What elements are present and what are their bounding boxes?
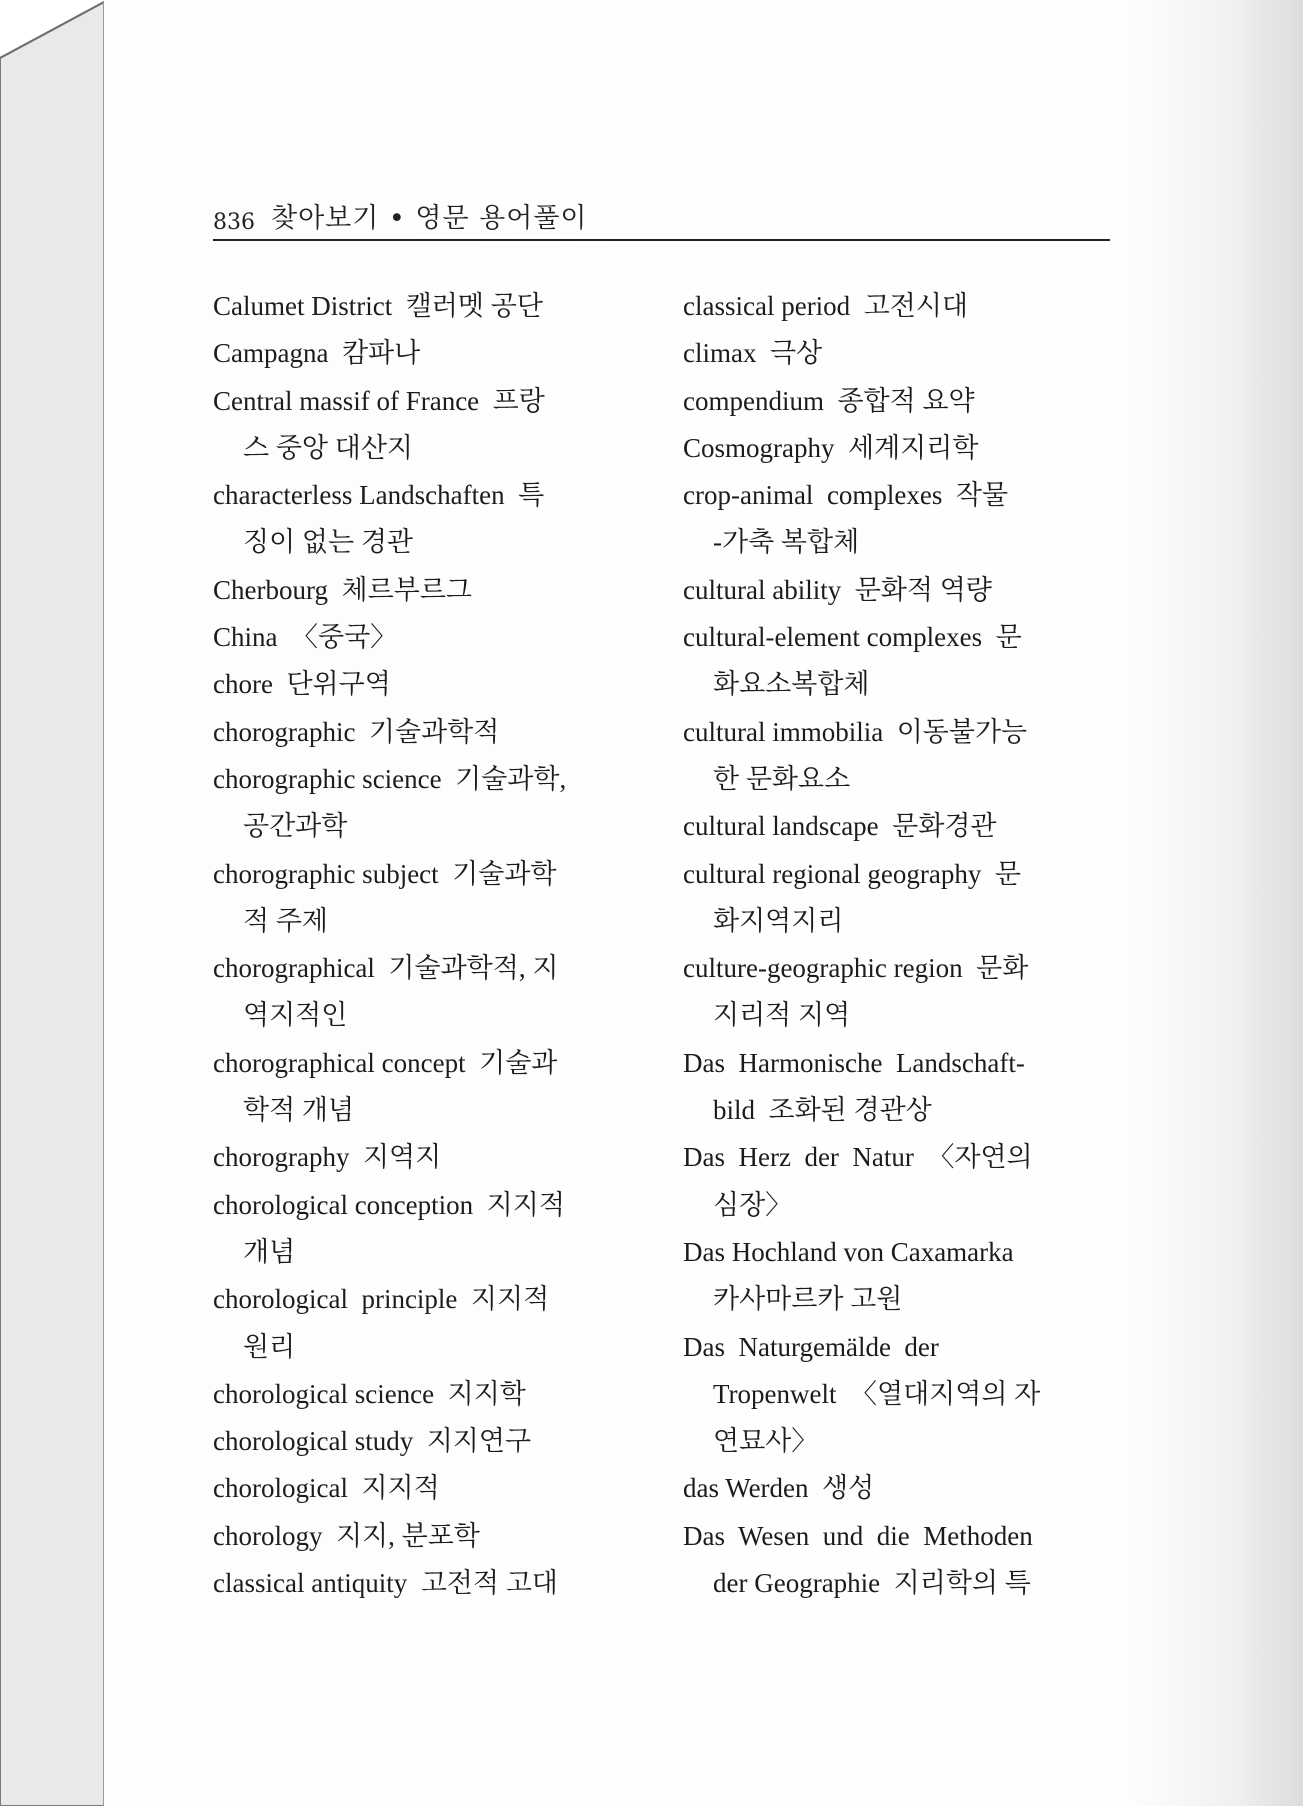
- glossary-entry: [213, 709, 633, 756]
- entry-continuation-line: 스 중앙 대산지: [243, 432, 413, 463]
- glossary-entry: [213, 1560, 633, 1607]
- glossary-entry: [683, 851, 1111, 946]
- entry-line: cultural regional geography 문: [683, 858, 1021, 889]
- glossary-entry: [213, 1134, 633, 1181]
- page-number: 836: [213, 210, 255, 235]
- glossary-entry: [683, 803, 1111, 850]
- glossary-entry: [213, 472, 633, 567]
- glossary-entry: [213, 1465, 633, 1512]
- entry-line: Central massif of France 프랑: [213, 385, 545, 416]
- entry-line: compendium 종합적 요약: [683, 385, 975, 416]
- entry-line: chorographical concept 기술과: [213, 1047, 558, 1078]
- glossary-entry: [213, 567, 633, 614]
- glossary-entry: [213, 1276, 633, 1371]
- glossary-entry: [213, 851, 633, 946]
- glossary-entry: [213, 283, 633, 330]
- entry-line: Das Hochland von Caxamarka: [683, 1236, 1014, 1267]
- entry-continuation-line: 연묘사〉: [713, 1426, 819, 1457]
- entry-line: das Werden 생성: [683, 1473, 875, 1504]
- glossary-entry: [213, 1182, 633, 1277]
- entry-line: Das Naturgemälde der: [683, 1331, 939, 1362]
- entry-line: Das Harmonische Landschaft-: [683, 1047, 1025, 1078]
- glossary-entry: [683, 945, 1111, 1040]
- entry-line: chorological principle 지지적: [213, 1284, 550, 1315]
- entry-line: chorological conception 지지적: [213, 1189, 565, 1220]
- glossary-entry: [683, 1324, 1111, 1466]
- entry-line: chorographic science 기술과학,: [213, 763, 567, 794]
- entry-continuation-line: 한 문화요소: [713, 763, 851, 794]
- entry-continuation-line: 화요소복합체: [713, 669, 870, 700]
- glossary-entry: [213, 1040, 633, 1135]
- glossary-entry: [683, 472, 1111, 567]
- glossary-entry: [683, 1229, 1111, 1324]
- glossary-entry: [213, 1418, 633, 1465]
- entry-line: chorographic subject 기술과학: [213, 858, 557, 889]
- entry-line: Calumet District 캘러멧 공단: [213, 291, 543, 321]
- entry-line: classical antiquity 고전적 고대: [213, 1568, 558, 1599]
- entry-line: Cherbourg 체르부르그: [213, 574, 472, 605]
- entry-continuation-line: 개념: [243, 1236, 296, 1267]
- entry-line: chorography 지역지: [213, 1142, 442, 1173]
- entry-continuation-line: 카사마르카 고원: [713, 1284, 903, 1315]
- entry-line: classical period 고전시대: [683, 291, 969, 321]
- entry-continuation-line: 학적 개념: [243, 1095, 355, 1126]
- entry-line: crop-animal complexes 작물: [683, 480, 1009, 511]
- glossary-entry: [683, 283, 1111, 330]
- entry-line: chorological study 지지연구: [213, 1426, 532, 1457]
- entry-line: climax 극상: [683, 338, 823, 369]
- glossary-entry: [213, 330, 633, 377]
- glossary-entry: [213, 661, 633, 708]
- glossary-entry: [683, 1513, 1111, 1608]
- glossary-entry: [683, 1134, 1111, 1229]
- glossary-left-column: [213, 283, 633, 1607]
- glossary-entry: [683, 709, 1111, 804]
- entry-continuation-line: 공간과학: [243, 811, 348, 842]
- glossary-entry: [683, 614, 1111, 709]
- entry-line: Das Herz der Natur 〈자연의: [683, 1142, 1033, 1173]
- entry-continuation-line: 적 주제: [243, 905, 328, 936]
- page-heading: 찾아보기 • 영문 용어풀이: [271, 203, 588, 234]
- entry-line: Cosmography 세계지리학: [683, 432, 979, 463]
- entry-line: culture-geographic region 문화: [683, 953, 1029, 984]
- entry-continuation-line: 원리: [243, 1331, 296, 1362]
- glossary-entry: [683, 330, 1111, 377]
- entry-line: cultural landscape 문화경관: [683, 811, 997, 842]
- entry-continuation-line: 지리적 지역: [713, 1000, 851, 1031]
- entry-line: cultural immobilia 이동불가능: [683, 716, 1028, 747]
- entry-line: Campagna 캄파나: [213, 338, 421, 369]
- entry-continuation-line: 역지적인: [243, 1000, 348, 1031]
- entry-continuation-line: der Geographie 지리학의 특: [713, 1568, 1031, 1599]
- glossary-entry: [683, 378, 1111, 425]
- entry-line: cultural-element complexes 문: [683, 622, 1022, 653]
- entry-continuation-line: 심장〉: [713, 1189, 793, 1220]
- entry-line: cultural ability 문화적 역량: [683, 574, 992, 605]
- entry-continuation-line: 화지역지리: [713, 905, 844, 936]
- entry-line: chorological 지지적: [213, 1473, 440, 1504]
- entry-line: chorology 지지, 분포학: [213, 1520, 480, 1551]
- entry-line: chore 단위구역: [213, 669, 391, 700]
- glossary-entry: [213, 1513, 633, 1560]
- entry-line: chorographic 기술과학적: [213, 716, 500, 747]
- glossary-entry: [683, 425, 1111, 472]
- entry-continuation-line: 징이 없는 경관: [243, 527, 413, 558]
- page-header: [213, 203, 1110, 241]
- glossary-entry: [683, 1465, 1111, 1512]
- glossary-entry: [213, 614, 633, 661]
- entry-continuation-line: Tropenwelt 〈열대지역의 자: [713, 1378, 1041, 1409]
- entry-line: Das Wesen und die Methoden: [683, 1520, 1033, 1551]
- entry-line: chorographical 기술과학적, 지: [213, 953, 559, 984]
- glossary-entry: [213, 1371, 633, 1418]
- glossary-entry: [213, 378, 633, 473]
- entry-line: China 〈중국〉: [213, 622, 398, 653]
- entry-continuation-line: bild 조화된 경관상: [713, 1095, 932, 1126]
- entry-continuation-line: -가축 복합체: [713, 527, 860, 558]
- entry-line: characterless Landschaften 특: [213, 480, 545, 511]
- glossary-entry: [683, 567, 1111, 614]
- glossary-entry: [213, 756, 633, 851]
- glossary-entry: [213, 945, 633, 1040]
- glossary-entry: [683, 1040, 1111, 1135]
- entry-line: chorological science 지지학: [213, 1378, 526, 1409]
- glossary-right-column: [683, 283, 1111, 1607]
